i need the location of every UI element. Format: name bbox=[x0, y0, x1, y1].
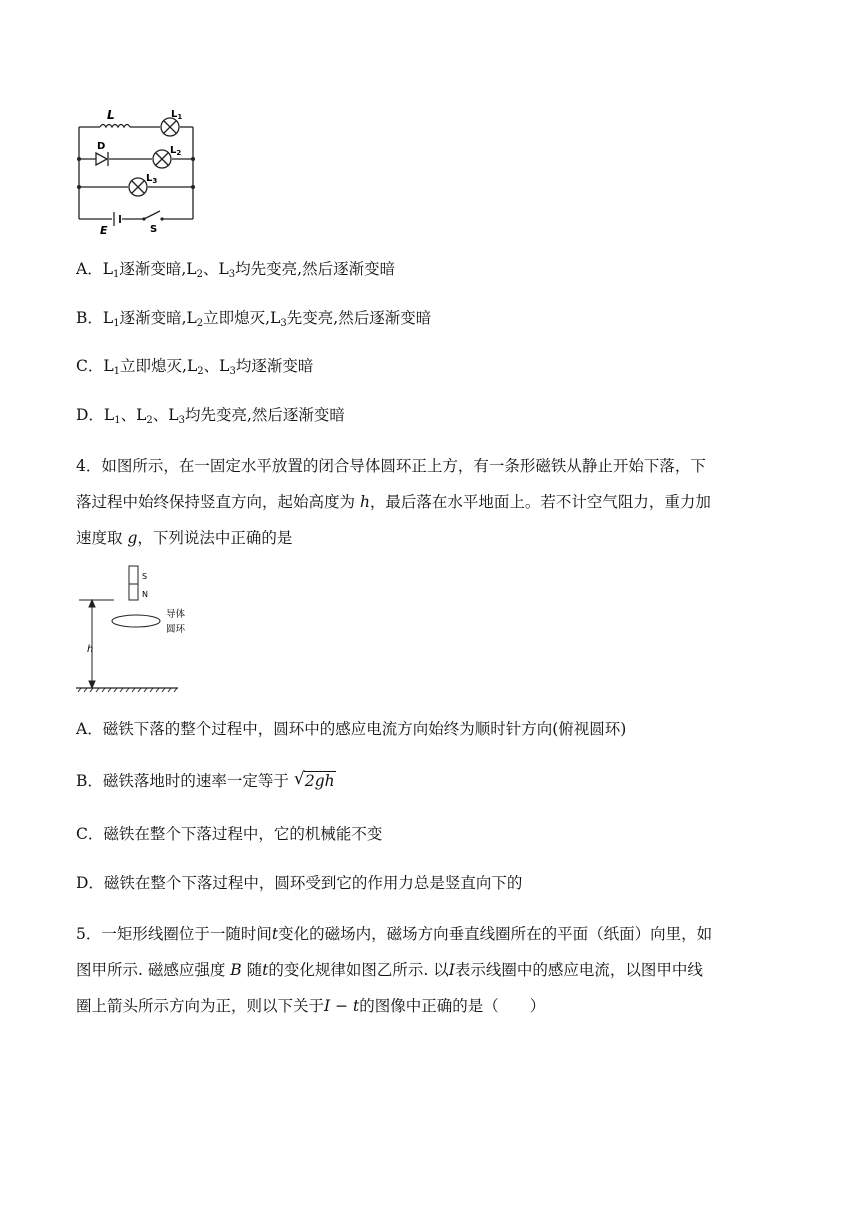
q4-option-d: D．磁铁在整个下落过程中，圆环受到它的作用力总是竖直向下的 bbox=[76, 874, 523, 892]
height-label: h bbox=[87, 644, 94, 655]
battery-label: E bbox=[100, 224, 108, 236]
circuit-diagram bbox=[74, 104, 200, 236]
lamp2-label: $L_2$ bbox=[170, 145, 182, 157]
q5-stem: 5．一矩形线圈位于一随时间t变化的磁场内，磁场方向垂直线圈所在的平面（纸面）向里，如 图甲所示. 磁感应强度 B 随t的变化规律如图乙所示. 以I表示线圈中的感应电流，以图甲中线 圈上箭头所示方向为正，则以下关于I − t的图像中正确的是（ ） bbox=[76, 925, 713, 1015]
q4-option-b: B．磁铁落地时的速率一定等于 √ 2gh bbox=[76, 769, 335, 790]
switch-label: S bbox=[150, 224, 158, 235]
lamp-l2-icon bbox=[153, 150, 171, 168]
diode-label: D bbox=[97, 141, 106, 152]
q4-option-a: A．磁铁下落的整个过程中，圆环中的感应电流方向始终为顺时针方向(俯视圆环) bbox=[76, 720, 627, 738]
diode-icon bbox=[96, 152, 108, 166]
lamp3-label: $L_3$ bbox=[146, 173, 158, 185]
ring-label-1: 导体 bbox=[166, 609, 186, 620]
lamp1-label: $L_1$ bbox=[171, 109, 183, 121]
q3-option-c: C．$L_1$立即熄灭$,L_2$、$L_3$均逐渐变暗 bbox=[76, 357, 314, 377]
lamp-l3-icon bbox=[129, 178, 147, 196]
sqrt-expression: √ 2gh bbox=[293, 769, 335, 790]
pole-s-label: S bbox=[142, 572, 148, 581]
q3-option-d: D．$L_1$、$L_2$、$L_3$均先变亮,然后逐渐变暗 bbox=[76, 406, 345, 426]
q4-option-c: C．磁铁在整个下落过程中，它的机械能不变 bbox=[76, 825, 383, 843]
lamp-l1-icon bbox=[161, 118, 179, 136]
inductor-label: L bbox=[107, 108, 115, 122]
q4-stem: 4．如图所示，在一固定水平放置的闭合导体圆环正上方，有一条形磁铁从静止开始下落，下 落过程中始终保持竖直方向，起始高度为 h，最后落在水平地面上。若不计空气阻力，重力加 速度取 g，下列说法中正确的是 bbox=[76, 457, 711, 547]
q3-option-a: A．$L_1$逐渐变暗$,L_2$、$L_3$均先变亮,然后逐渐变暗 bbox=[76, 260, 396, 280]
pole-n-label: N bbox=[142, 590, 148, 599]
ring-label-2: 圆环 bbox=[166, 624, 186, 635]
q3-option-b: B．$L_1$逐渐变暗$,L_2$立即熄灭$,L_3$先变亮,然后逐渐变暗 bbox=[76, 309, 432, 329]
magnet-ring-figure bbox=[74, 564, 194, 694]
